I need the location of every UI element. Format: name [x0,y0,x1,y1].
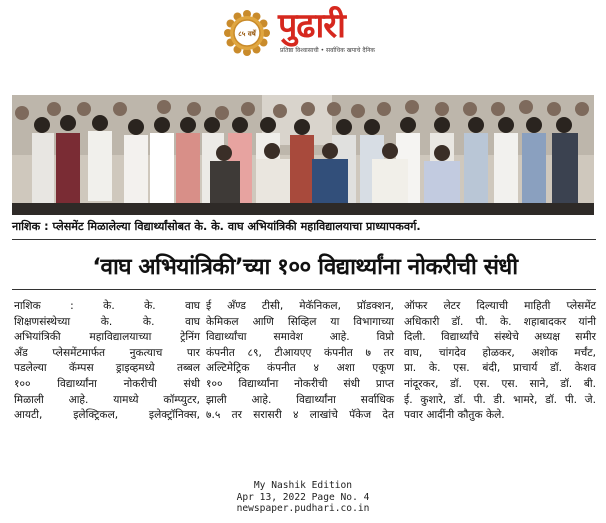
news-photo [12,95,594,215]
article-line: अँड प्लेसमेंटमार्फत नुकत्याच पार [14,346,200,359]
brand-tagline: प्रतिष्ठा विश्वासाची • सर्वाधिक खपाचे दैनिक [280,47,376,54]
headline-divider [12,289,596,290]
article-line: ऑफर लेटर दिल्याची माहिती प्लेसमेंट [404,300,596,312]
article-column-1 [14,299,200,424]
article-line: पवार आदींनी कौतुक केले. [404,409,505,422]
article-line: १०० विद्यार्थ्यांना नोकरीची संधी [14,377,200,390]
caption-place: नाशिक : [12,220,49,233]
brand-name: पुढारी [278,6,345,46]
masthead [0,0,606,70]
article-line: दिली. विद्यार्थ्यांचे संस्थेचे अध्यक्ष समीर [404,331,596,344]
article-line: कंपनीत ८९, टीआयएए कंपनीत ७ तर [206,346,394,359]
edition-date-page: Apr 13, 2022 Page No. 4 [236,491,370,503]
caption-text: प्लेसमेंट मिळालेल्या विद्यार्थ्यांसोबत के. के. वाघ अभियांत्रिकी महाविद्यालयाचा प्राध्यापकवर्ग. [48,220,421,233]
article-line: प्रा. के. एस. बंदी, प्राचार्य डॉ. केशव [404,362,596,375]
edition-url: newspaper.pudhari.co.in [236,503,370,514]
article-line: ७.५ तर सरासरी ४ लाखांचे पॅकेज देत [206,409,394,422]
article-line: अभियांत्रिकी महाविद्यालयाच्या ट्रेनिंग [14,331,200,344]
article-line: १०० विद्यार्थ्यांना नोकरीची संधी प्राप्त [206,377,394,390]
headline: ‘वाघ अभियांत्रिकी’च्या १०० विद्यार्थ्यांना नोकरीची संधी [92,254,518,280]
edition-name: My Nashik Edition [253,480,353,491]
article-line: अधिकारी डॉ. पी. के. शहाबादकर यांनी [404,315,596,328]
edition-footer [0,480,606,515]
article-line: विद्यार्थ्यांचा समावेश आहे. विप्रो [206,331,394,344]
article-line: पडलेल्या कॅम्पस ड्राइव्हमध्ये तब्बल [14,362,200,375]
photo-caption [12,220,598,234]
anniversary-seal [224,10,270,56]
article-column-2 [206,299,394,424]
caption-divider [12,239,596,240]
article-line: आयटी, इलेक्ट्रिकल, इलेक्ट्रॉनिक्स, [14,409,200,422]
article-line: वाघ, चांगदेव होळकर, अशोक मर्चंट, [404,346,596,359]
article-line: केमिकल आणि सिव्हिल या विभागाच्या [206,315,394,328]
article-line: अल्टिमेट्रिक कंपनीत ४ अशा एकूण [206,362,394,375]
article-line: झाली आहे. विद्यार्थ्यांना सर्वाधिक [206,393,394,406]
article-column-3 [404,299,596,424]
article-line: शिक्षणसंस्थेच्या के. के. वाघ [14,315,200,328]
seal-text: ८५ वर्षे [238,30,256,38]
article-line: नांदूरकर, डॉ. एस. एस. साने, डॉ. बी. [404,377,596,390]
article-line: नाशिक : के. के. वाघ [14,300,200,312]
article-line: ई अँण्ड टीसी, मेकॅनिकल, प्रॉडक्शन, [206,300,394,312]
article-line: मिळाली आहे. यामध्ये कॉम्प्युटर, [14,393,200,406]
article-line: ई. कुशारे, डॉ. पी. डी. भामरे, डॉ. पी. जे. [404,393,596,406]
